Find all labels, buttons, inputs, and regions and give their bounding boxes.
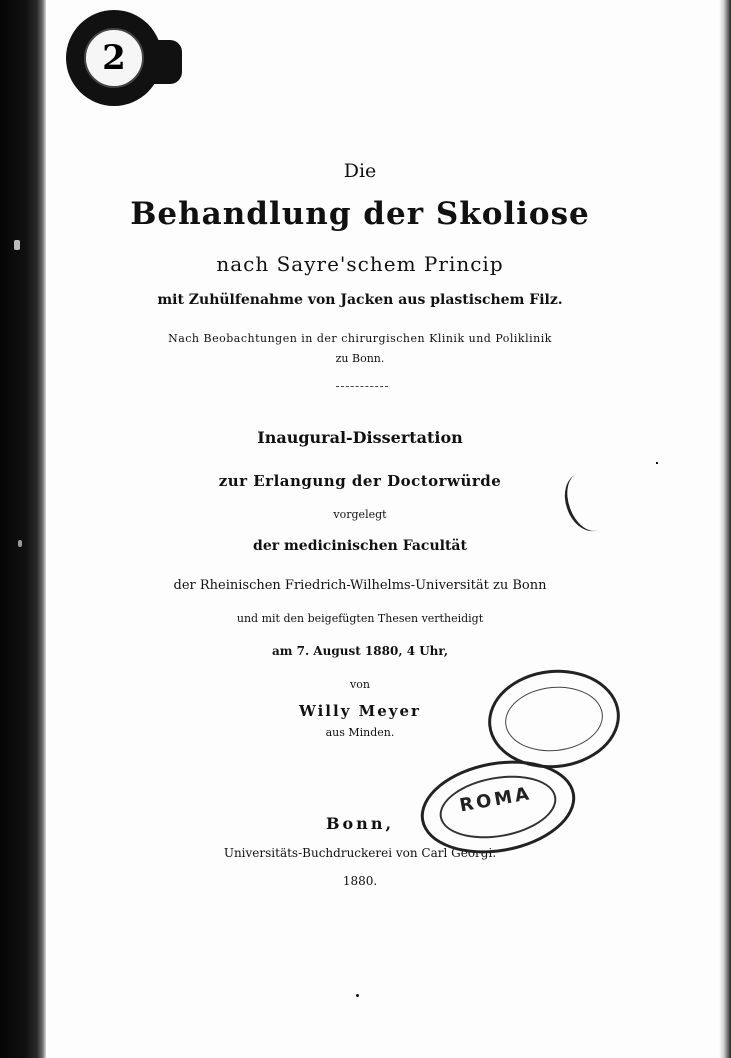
defense-line: und mit den beigefügten Thesen vertheidigt [236, 612, 484, 625]
university-name: der Rheinischen Friedrich-Wilhelms-Universität zu Bonn [173, 578, 547, 593]
ink-speck [356, 994, 359, 997]
corner-stamp-number: 2 [102, 38, 126, 78]
book-spine-shadow [0, 0, 46, 1058]
presented-label: vorgelegt [333, 508, 387, 521]
library-oval-stamp-inner [502, 682, 606, 756]
author-name: Willy Meyer [299, 702, 421, 720]
imprint-year: 1880. [342, 874, 378, 888]
faculty-name: der medicinischen Facultät [253, 538, 467, 554]
note-line-2: zu Bonn. [335, 352, 385, 365]
spine-speck [14, 240, 20, 250]
note-line-1: Nach Beobachtungen in der chirurgischen Klinik und Poliklinik [168, 332, 552, 345]
imprint-printer: Universitäts-Buchdruckerei von Carl Georgi. [223, 846, 497, 860]
imprint-city: Bonn, [325, 814, 395, 833]
page-edge-shadow [719, 0, 731, 1058]
roma-stamp-text: ROMA [457, 783, 534, 817]
title-article: Die [343, 160, 377, 182]
dissertation-purpose: zur Erlangung der Doctorwürde [218, 472, 502, 490]
title-subtitle-2: mit Zuhülfenahme von Jacken aus plastischem Filz. [157, 292, 563, 308]
title-subtitle: nach Sayre'schem Princip [216, 252, 504, 276]
spine-speck [18, 540, 22, 547]
separator-rule [336, 386, 388, 387]
by-label: von [350, 678, 370, 691]
ink-speck [656, 462, 658, 464]
title-main: Behandlung der Skoliose [130, 196, 590, 232]
dissertation-label: Inaugural-Dissertation [257, 428, 463, 447]
defense-date: am 7. August 1880, 4 Uhr, [271, 644, 449, 658]
author-origin: aus Minden. [325, 726, 395, 739]
